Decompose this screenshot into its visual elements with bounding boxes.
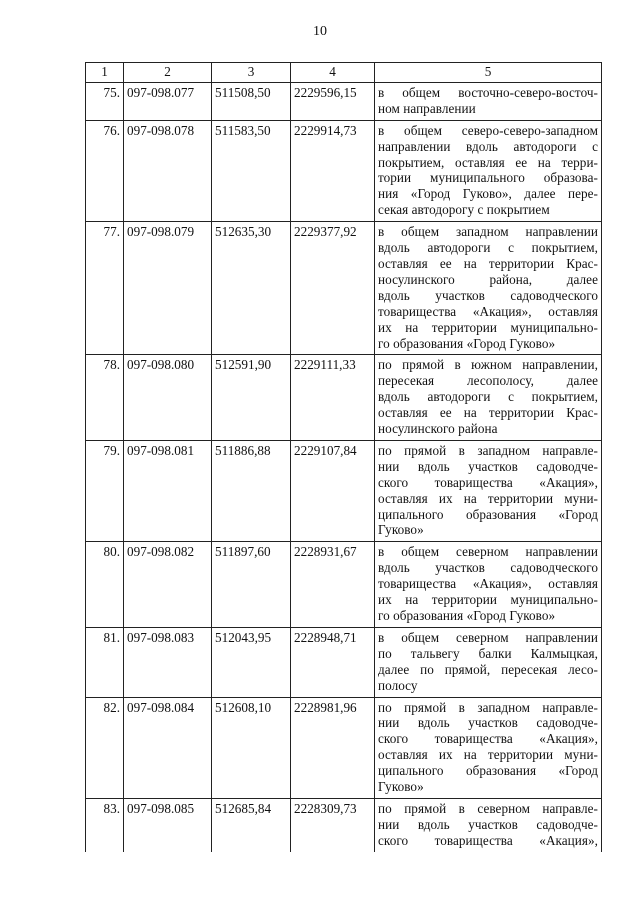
description-line: носулинского района, далее [378, 271, 598, 287]
description-line: Гуково» [378, 522, 424, 538]
coordinate-y-cell: 2229377,92 [291, 222, 375, 355]
description-line: в общем западном направлении [378, 224, 598, 240]
table-row [86, 697, 602, 798]
description-line: тории муниципального образова- [378, 170, 598, 186]
description-line: по прямой в западном направле- [378, 699, 598, 715]
header-col-1: 1 [86, 63, 124, 83]
row-number-cell: 79. [86, 440, 124, 541]
description-line: го образования «Город Гуково» [378, 608, 556, 623]
description-line: ципального образования «Город [378, 763, 598, 779]
table-row [86, 222, 602, 355]
coordinate-y-cell: 2229914,73 [291, 120, 375, 221]
description-line: ского товарищества «Акация», [378, 474, 598, 490]
coordinate-y-cell: 2228981,96 [291, 697, 375, 798]
description-line: ского товарищества «Акация», [378, 832, 598, 848]
description-line: покрытием, оставляя ее на терри- [378, 154, 598, 170]
boundary-description-cell [375, 355, 602, 441]
description-line: в общем северо-северо-западном [378, 122, 598, 138]
description-line: оставляя их на территории муни- [378, 747, 598, 763]
description-line: нии вдоль участков садоводче- [378, 715, 598, 731]
description-line: вдоль участков садоводческого [378, 560, 598, 576]
boundary-description-cell [375, 120, 602, 221]
boundary-description-cell [375, 440, 602, 541]
description-line: ном направлении [378, 100, 476, 116]
table-row [86, 82, 602, 120]
row-number-cell: 76. [86, 120, 124, 221]
boundary-description-cell [375, 627, 602, 697]
header-col-2: 2 [124, 63, 212, 83]
table-row [86, 627, 602, 697]
point-code-cell: 097-098.078 [124, 120, 212, 221]
description-line: оставляя их на территории муни- [378, 490, 598, 506]
boundary-description-cell [375, 222, 602, 355]
description-line: по прямой в северном направле- [378, 800, 598, 816]
description-line: по тальвегу балки Калмыцкая, [378, 645, 598, 661]
point-code-cell: 097-098.083 [124, 627, 212, 697]
row-number-cell: 81. [86, 627, 124, 697]
header-col-5: 5 [375, 63, 602, 83]
description-line: в общем восточно-северо-восточ- [378, 84, 598, 100]
description-line: нии вдоль участков садоводче- [378, 458, 598, 474]
coordinate-x-cell: 511508,50 [212, 82, 291, 120]
description-line: ского товарищества «Акация», [378, 731, 598, 747]
description-line: по прямой в южном направлении, [378, 357, 598, 373]
row-number-cell: 82. [86, 697, 124, 798]
coordinate-x-cell: 511897,60 [212, 542, 291, 628]
coordinate-x-cell: 511886,88 [212, 440, 291, 541]
coordinate-x-cell: 512685,84 [212, 798, 291, 851]
point-code-cell: 097-098.077 [124, 82, 212, 120]
description-line: оставляя ее на территории Крас- [378, 255, 598, 271]
description-line: вдоль автодороги с покрытием, [378, 389, 598, 405]
coordinate-y-cell: 2229111,33 [291, 355, 375, 441]
coordinate-y-cell: 2228309,73 [291, 798, 375, 851]
description-line: в общем северном направлении [378, 629, 598, 645]
description-line: секая автодорогу с покрытием [378, 202, 550, 218]
row-number-cell: 78. [86, 355, 124, 441]
description-line: полосу [378, 677, 418, 693]
table-row [86, 542, 602, 628]
table-row [86, 798, 602, 851]
description-line: ципального образования «Город [378, 506, 598, 522]
coordinate-y-cell: 2229596,15 [291, 82, 375, 120]
header-col-3: 3 [212, 63, 291, 83]
description-line: вдоль автодороги с покрытием, [378, 240, 598, 256]
coordinate-x-cell: 511583,50 [212, 120, 291, 221]
boundary-description-cell [375, 542, 602, 628]
description-line: вдоль участков садоводческого [378, 287, 598, 303]
coordinate-x-cell: 512608,10 [212, 697, 291, 798]
description-line: направлении вдоль автодороги с [378, 138, 598, 154]
coordinate-y-cell: 2228948,71 [291, 627, 375, 697]
coordinate-y-cell: 2228931,67 [291, 542, 375, 628]
table-row [86, 440, 602, 541]
page-number: 10 [313, 24, 327, 39]
point-code-cell: 097-098.084 [124, 697, 212, 798]
description-line: оставляя ее на территории Крас- [378, 405, 598, 421]
description-line: их на территории муниципально- [378, 592, 598, 608]
table-row [86, 120, 602, 221]
table-header-row [86, 63, 602, 83]
row-number-cell: 75. [86, 82, 124, 120]
point-code-cell: 097-098.079 [124, 222, 212, 355]
boundary-description-cell [375, 697, 602, 798]
coordinate-y-cell: 2229107,84 [291, 440, 375, 541]
description-line: Гуково» [378, 779, 424, 795]
description-line: их на территории муниципально- [378, 319, 598, 335]
description-line: товарищества «Акация», оставляя [378, 576, 598, 592]
boundary-points-table [85, 62, 602, 852]
description-line: ния «Город Гуково», далее пере- [378, 186, 598, 202]
description-line: пересекая лесополосу, далее [378, 373, 598, 389]
boundary-description-cell [375, 82, 602, 120]
point-code-cell: 097-098.085 [124, 798, 212, 851]
coordinate-x-cell: 512635,30 [212, 222, 291, 355]
row-number-cell: 77. [86, 222, 124, 355]
coordinate-x-cell: 512043,95 [212, 627, 291, 697]
description-line: по прямой в западном направле- [378, 442, 598, 458]
row-number-cell: 80. [86, 542, 124, 628]
description-line: в общем северном направлении [378, 544, 598, 560]
description-line: далее по прямой, пересекая лесо- [378, 661, 598, 677]
header-col-4: 4 [291, 63, 375, 83]
table-row [86, 355, 602, 441]
row-number-cell: 83. [86, 798, 124, 851]
boundary-description-cell [375, 798, 602, 851]
coordinate-x-cell: 512591,90 [212, 355, 291, 441]
description-line: носулинского района [378, 421, 498, 437]
description-line: го образования «Город Гуково» [378, 335, 556, 351]
point-code-cell: 097-098.080 [124, 355, 212, 441]
table-body [86, 82, 602, 851]
point-code-cell: 097-098.081 [124, 440, 212, 541]
description-line: товарищества «Акация», оставляя [378, 303, 598, 319]
description-line: нии вдоль участков садоводче- [378, 816, 598, 832]
point-code-cell: 097-098.082 [124, 542, 212, 628]
